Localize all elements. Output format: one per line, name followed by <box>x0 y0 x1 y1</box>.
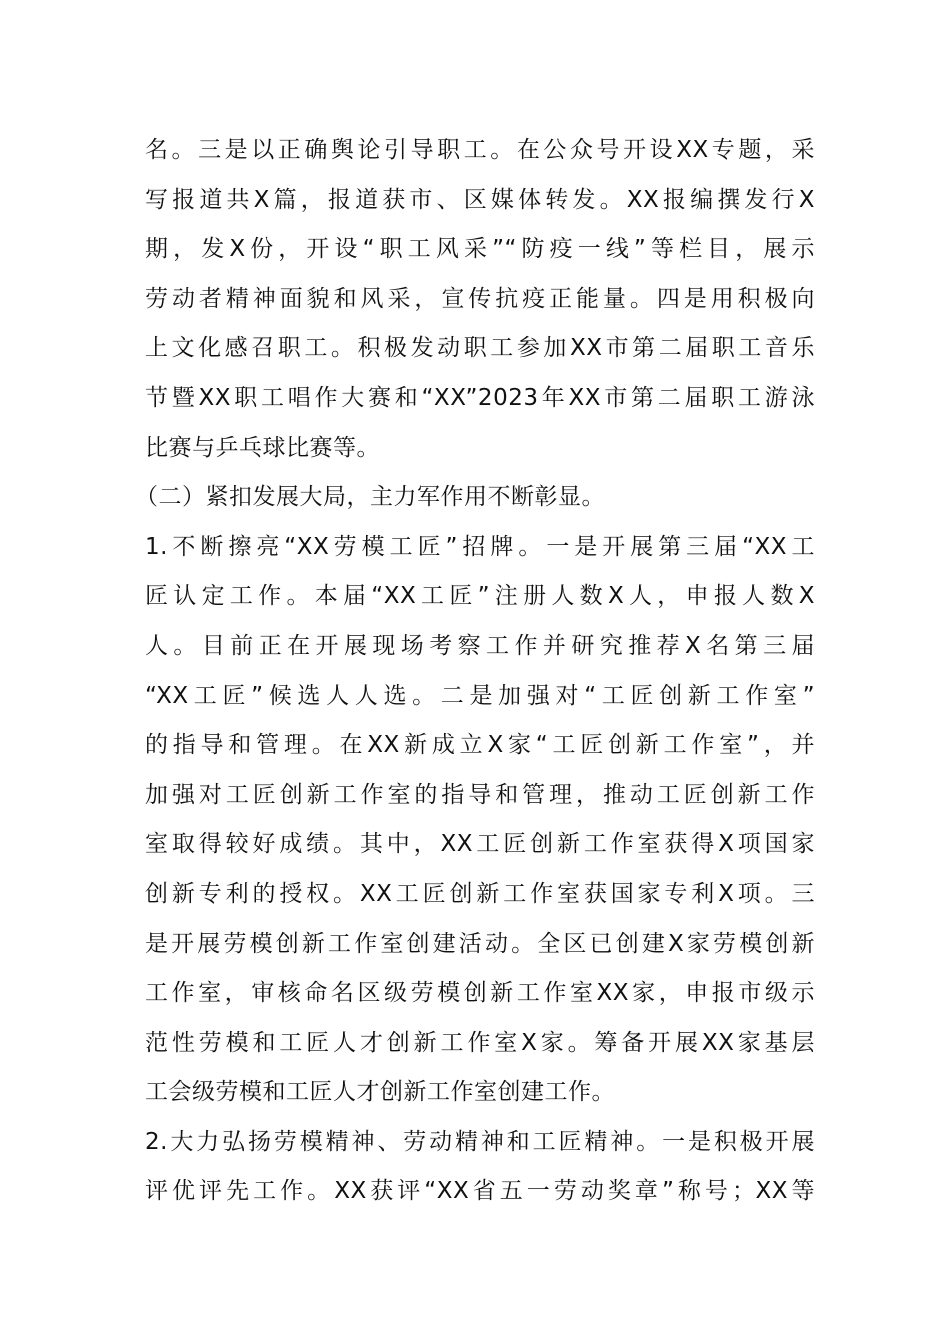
text-line: 的指导和管理。在XX新成立X家“工匠创新工作室”，并 <box>145 732 815 759</box>
text-line: 工会级劳模和工匠人才创新工作室创建工作。 <box>145 1079 615 1106</box>
text-line: 范性劳模和工匠人才创新工作室X家。筹备开展XX家基层 <box>145 1029 815 1056</box>
text-line: 比赛与乒乓球比赛等。 <box>145 434 380 461</box>
text-line: 1.不断擦亮“XX劳模工匠”招牌。一是开展第三届“XX工 <box>145 533 815 560</box>
text-line: 创新专利的授权。XX工匠创新工作室获国家专利X项。三 <box>145 880 815 907</box>
text-line: 是开展劳模创新工作室创建活动。全区已创建X家劳模创新 <box>145 930 815 957</box>
text-line: 加强对工匠创新工作室的指导和管理，推动工匠创新工作 <box>145 781 815 808</box>
text-line: 评优评先工作。XX获评“XX省五一劳动奖章”称号；XX等 <box>145 1178 815 1205</box>
text-line: 上文化感召职工。积极发动职工参加XX市第二届职工音乐 <box>145 335 815 362</box>
text-line: 节暨XX职工唱作大赛和“XX”2023年XX市第二届职工游泳 <box>145 384 815 411</box>
text-line: 期，发X份，开设“职工风采”“防疫一线”等栏目，展示 <box>145 236 815 263</box>
text-line: 室取得较好成绩。其中，XX工匠创新工作室获得X项国家 <box>145 831 815 858</box>
document-body <box>135 126 815 1217</box>
section-heading: （二）紧扣发展大局，主力军作用不断彰显。 <box>135 484 605 511</box>
text-line: 写报道共X篇，报道获市、区媒体转发。XX报编撰发行X <box>145 186 815 213</box>
text-line: 2.大力弘扬劳模精神、劳动精神和工匠精神。一是积极开展 <box>145 1128 815 1155</box>
text-line: 工作室，审核命名区级劳模创新工作室XX家，申报市级示 <box>145 980 815 1007</box>
text-line: 劳动者精神面貌和风采，宣传抗疫正能量。四是用积极向 <box>145 285 815 312</box>
text-line: 名。三是以正确舆论引导职工。在公众号开设XX专题，采 <box>145 137 815 163</box>
text-line: “XX工匠”候选人人选。二是加强对“工匠创新工作室” <box>145 682 815 709</box>
text-line: 人。目前正在开展现场考察工作并研究推荐X名第三届 <box>145 632 815 659</box>
text-line: 匠认定工作。本届“XX工匠”注册人数X人，申报人数X <box>145 583 815 610</box>
